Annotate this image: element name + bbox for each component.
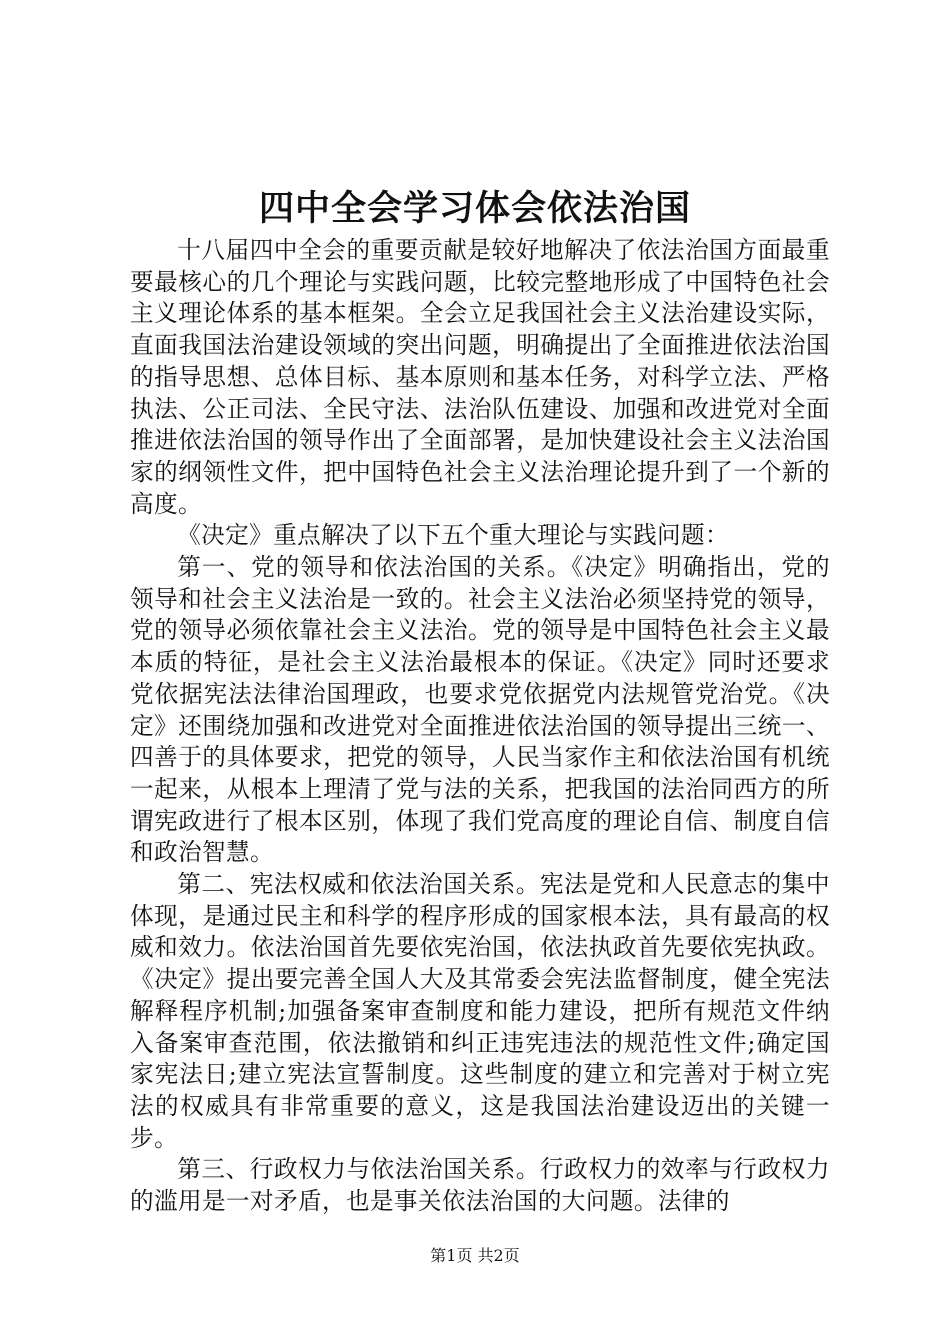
paragraph-point-two: 第二、宪法权威和依法治国关系。宪法是党和人民意志的集中体现，是通过民主和科学的程序形成的国家根本法，具有最高的权威和效力。依法治国首先要依宪治国，依法执政首先要依宪执政。《决定》提出要完善全国人大及其常委会宪法监督制度，健全宪法解释程序机制;加强备案审查制度和能力建设，把所有规范文件纳入备案审查范围，依法撤销和纠正违宪违法的规范性文件;确定国家宪法日;建立宪法宣誓制度。这些制度的建立和完善对于树立宪法的权威具有非常重要的意义，这是我国法治建设迈出的关键一步。: [130, 870, 830, 1152]
paragraph-intro: 十八届四中全会的重要贡献是较好地解决了依法治国方面最重要最核心的几个理论与实践问题，比较完整地形成了中国特色社会主义理论体系的基本框架。全会立足我国社会主义法治建设实际，直面我国法治建设领域的突出问题，明确提出了全面推进依法治国的指导思想、总体目标、基本原则和基本任务，对科学立法、严格执法、公正司法、全民守法、法治队伍建设、加强和改进党对全面推进依法治国的领导作出了全面部署，是加快建设社会主义法治国家的纲领性文件，把中国特色社会主义法治理论提升到了一个新的高度。: [130, 236, 830, 518]
document-body: [130, 235, 830, 1218]
document-title: 四中全会学习体会依法治国: [258, 188, 691, 229]
paragraph-decision-summary: 《决定》重点解决了以下五个重大理论与实践问题：: [177, 521, 730, 550]
paragraph-point-three: 第三、行政权力与依法治国关系。行政权力的效率与行政权力的滥用是一对矛盾，也是事关依法治国的大问题。法律的: [130, 1155, 830, 1216]
paragraph-point-one: 第一、党的领导和依法治国的关系。《决定》明确指出，党的领导和社会主义法治是一致的。社会主义法治必须坚持党的领导，党的领导必须依靠社会主义法治。党的领导是中国特色社会主义最本质的特征，是社会主义法治最根本的保证。《决定》同时还要求党依据宪法法律治国理政，也要求党依据党内法规管党治党。《决定》还围绕加强和改进党对全面推进依法治国的领导提出三统一、四善于的具体要求，把党的领导，人民当家作主和依法治国有机统一起来，从根本上理清了党与法的关系，把我国的法治同西方的所谓宪政进行了根本区别，体现了我们党高度的理论自信、制度自信和政治智慧。: [130, 553, 830, 867]
page-number-footer: 第1页 共2页: [430, 1246, 520, 1265]
